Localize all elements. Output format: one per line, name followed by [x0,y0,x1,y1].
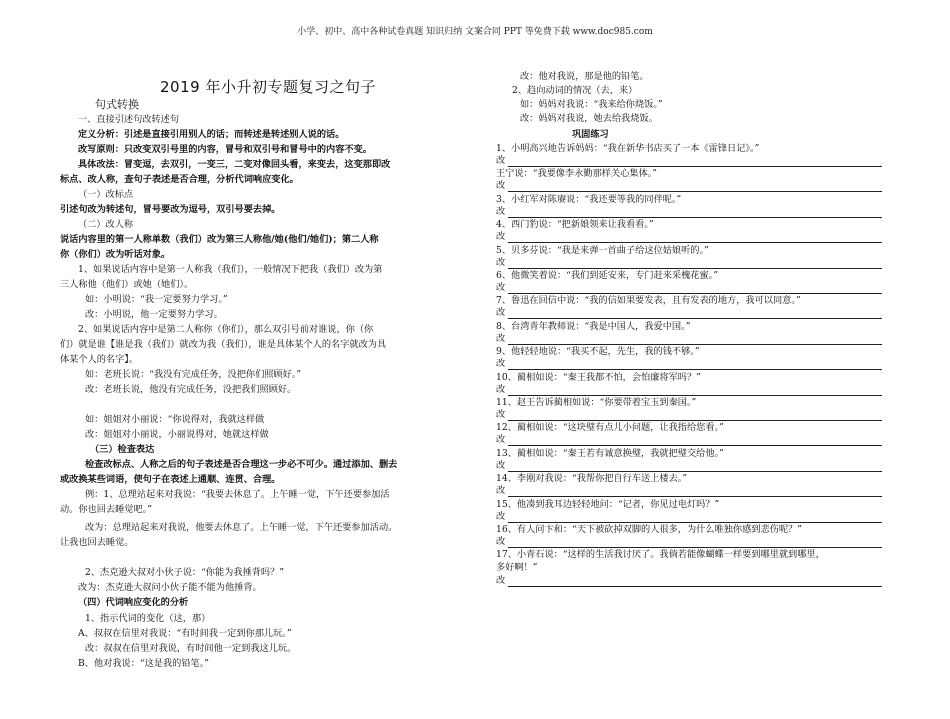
text-line: 1、如果说话内容中是第一人称我（我们），一般情况下把我（我们）改为第 [78,264,383,275]
text-line: 如：妈妈对我说：“我来给你烧饭。” [520,99,663,110]
answer-label: 改 [496,282,506,293]
text-line: B、他对我说：“这是我的铅笔。” [78,658,209,669]
text-line: 或改换某些词语，使句子在表述上通顺、连贯、合理。 [60,474,281,485]
text-line: 们）就是谁【谁是我（我们）就改为我（我们），谁是具体某个人的名字就改为具 [60,339,387,350]
text-line: 如：姐姐对小丽说：“你说得对，我就这样做 [85,414,265,425]
text-line: 改：老班长说，他没有完成任务，没把我们照顾好。 [85,384,297,395]
text-line: 如：老班长说：“我没有完成任务，没把你们照顾好。” [85,369,302,380]
text-line: 具体改法：冒变逗，去双引，一变三，二变对像回头看，来变去，这变那即改 [78,159,391,170]
answer-label: 改 [496,383,506,395]
answer-label: 改 [496,358,506,370]
exercise-prompt: 16、有人问卞和：“天下被砍掉双脚的人很多，为什么唯独你感到悲伤呢？” [496,524,802,535]
answer-line [508,586,882,587]
text-line: 动。你也回去睡觉吧。” [60,504,152,515]
text-line: （四）代词响应变化的分析 [78,597,189,608]
text-line: 你（你们）改为听话对象。 [60,249,171,260]
page-header: 小学、初中、高中各种试卷真题 知识归纳 文案合同 PPT 等免费下载 www.doc985.com [297,27,653,37]
answer-label: 改 [496,155,506,166]
exercise-prompt: 13、蔺相如说：“秦王若有诚意换璧，我就把璧交给他。” [496,447,724,459]
exercise-prompt: 8、台湾青年教师说：“我是中国人，我爱中国。” [496,320,691,332]
exercise-prompt: 王宁说：“我要像李永勤那样关心集体。” [496,168,657,180]
answer-label: 改 [496,332,506,344]
exercise-prompt: 3、小红军对陈赓说：“我还要等我的同伴呢。” [496,193,682,205]
text-line: 定义分析：引述是直接引用别人的话；而转述是转述别人说的话。 [78,129,345,140]
exercise-prompt: 7、鲁迅在回信中说：“我的信如果要发表，且有发表的地方，我可以同意。” [496,295,801,307]
answer-label: 改 [496,485,506,497]
exercise-prompt: 9、他轻轻地说：“我买不起，先生，我的钱不够。” [496,346,700,358]
answer-label: 改 [496,409,506,420]
text-line: 引述句改为转述句，冒号要改为逗号，双引号要去掉。 [60,204,281,215]
text-line: 改写原则：只改变双引号里的内容，冒号和双引号和冒号中的内容不变。 [78,144,372,155]
text-line: 体某个人的名字】。 [60,354,139,365]
text-line: 如：小明说：“我一定要努力学习。” [85,294,228,305]
exercise-prompt: 4、西门豹说：“把新娘领来让我看看。” [496,219,654,231]
answer-label: 改 [496,536,506,547]
text-line: （二）改人称 [78,219,134,230]
text-line: 2、趋向动词的情况（去，来） [512,85,638,96]
text-line: A、叔叔在信里对我说：“有时间我一定到你那儿玩。” [78,628,292,639]
text-line: 改：叔叔在信里对我说，有时间他一定到我这儿玩。 [85,643,297,654]
text-line: 改：他对我说，那是他的铅笔。 [520,71,649,82]
exercise-prompt: 15、他凑到我耳边轻轻地问：“记者，你见过电灯吗？” [496,498,720,510]
answer-label: 改 [496,180,506,192]
exercise-prompt: 6、他微笑着说：“我们到延安来，专门赶来采槐花蜜。” [496,270,718,281]
text-line: 例：1、总理站起来对我说：“我要去休息了。上午睡一觉，下午还要参加活 [85,489,390,500]
text-line: （三）检查表达 [90,444,155,455]
answer-label: 改 [496,307,506,319]
text-line: 改：小明说，他一定要努力学习。 [85,309,223,320]
text-line: 一、直接引述句改转述句 [78,114,180,125]
answer-label: 改 [496,256,506,268]
exercise-prompt: 11、赵王告诉蔺相如说：“你要带着宝玉到秦国。” [496,397,697,408]
exercise-prompt: 14、李刚对我说：“我帮你把自行车送上楼去。” [496,473,688,485]
exercise-prompt: 10、蔺相如说：“秦王我都不怕，会怕廉将军吗？” [496,371,701,383]
text-line: 改：姐姐对小丽说，小丽说得对，她就这样做 [85,429,269,440]
answer-label: 改 [496,510,506,522]
page-title: 2019 年小升初专题复习之句子 [160,78,376,96]
text-line: （一）改标点 [78,189,134,200]
text-line: 检查改标点、人称之后的句子表述是否合理这一步必不可少。通过添加、删去 [85,459,398,470]
text-line: 改为：总理站起来对我说，他要去休息了。上午睡一觉，下午还要参加活动。 [85,522,398,533]
section-heading: 句式转换 [95,98,139,111]
answer-label: 改 [496,205,506,217]
text-line: 三人称他（他们）或她（她们）。 [60,279,194,290]
text-line: 1、指示代词的变化（这，那） [85,613,211,624]
text-line: 让我也回去睡觉。 [60,537,134,548]
practice-title: 巩固练习 [572,129,609,140]
text-line: 2、如果说话内容中是第二人称你（你们），那么双引号前对谁说，你（你 [78,324,374,335]
text-line: 说话内容里的第一人称单数（我们）改为第三人称他/她(他们/她们)；第二人称 [60,234,379,245]
text-line: 改为：杰克逊大叔问小伙子能不能为他捶背。 [78,582,262,593]
exercise-prompt: 17、小青石说：“这样的生活我讨厌了。我倘若能像蝴蝶一样要到哪里就到哪里， [496,549,825,561]
exercise-prompt: 5、贝多芬说：“我是来弹一首曲子给这位姑娘听的。” [496,244,709,256]
text-line: 标点、改人称，查句子表述是否合理，分析代词响应变化。 [60,174,299,185]
answer-label: 改 [496,434,506,446]
answer-label: 改 [496,459,506,471]
exercise-prompt: 1、小明高兴地告诉妈妈：“我在新华书店买了一本《雷锋日记》。” [496,143,760,154]
answer-label: 改 [496,575,506,587]
exercise-prompt: 12、蔺相如说：“这块璧有点儿小问题，让我指给您看。” [496,422,724,434]
text-line: 改：妈妈对我说，她去给我烧饭。 [520,113,658,124]
answer-label: 改 [496,231,506,243]
exercise-prompt: 多好啊！” [496,562,538,574]
text-line: 2、杰克逊大叔对小伙子说：“你能为我捶背吗？” [85,567,284,578]
